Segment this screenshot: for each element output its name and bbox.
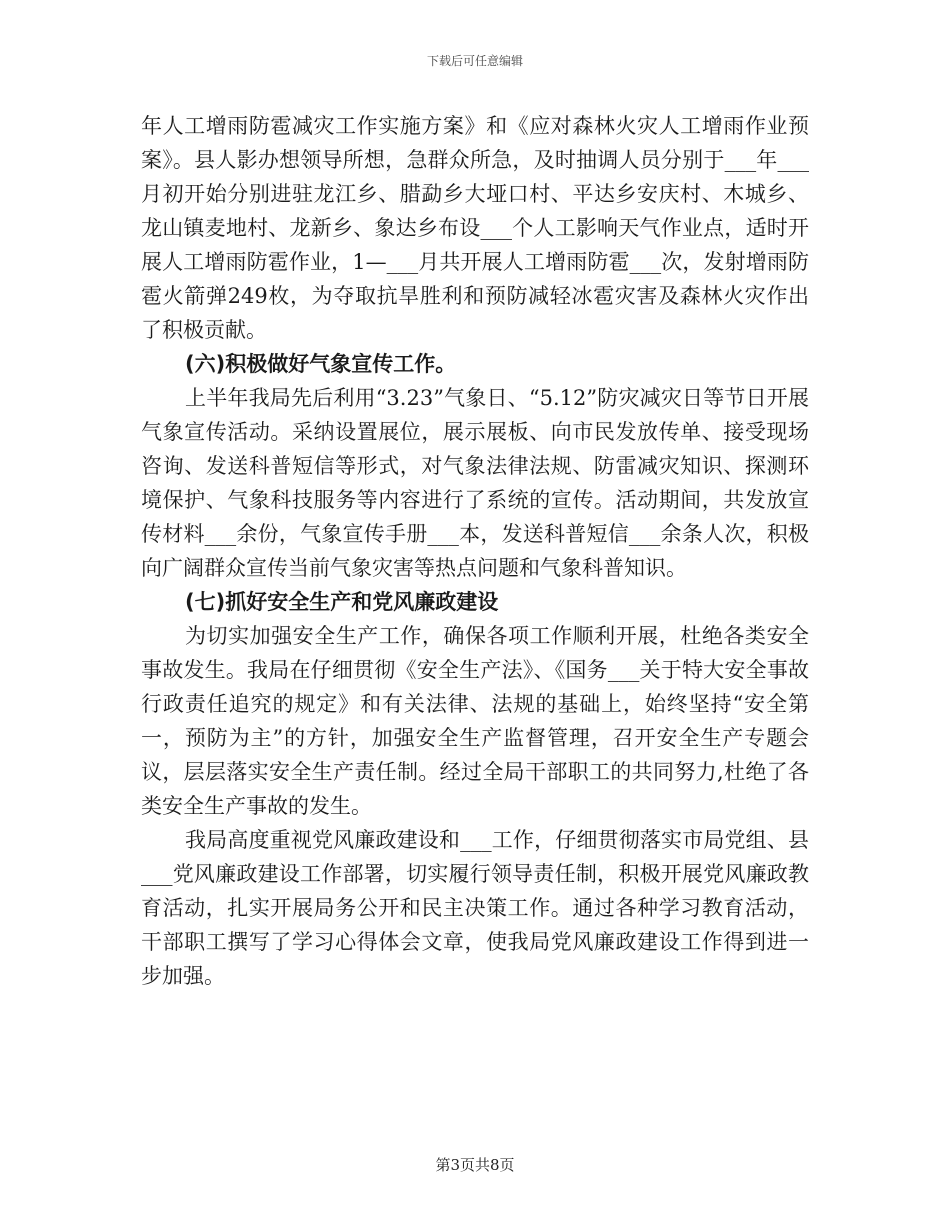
- page-number: 第3页共8页: [435, 1156, 515, 1174]
- paragraph-continued: 年人工增雨防雹减灾工作实施方案》和《应对森林火灾人工增雨作业预案》。县人影办想领导所想，急群众所急，及时抽调人员分别于___年___月初开始分别进驻龙江乡、腊勐乡大垭口村、平达乡安庆村、木城乡、龙山镇麦地村、龙新乡、象达乡布设___个人工影响天气作业点，适时开展人工增雨防雹作业，1—___月共开展人工增雨防雹___次，发射增雨防雹火箭弹249枚，为夺取抗旱胜利和预防减轻冰雹灾害及森林火灾作出了积极贡献。: [141, 114, 809, 342]
- paragraph-integrity: 我局高度重视党风廉政建设和___工作，仔细贯彻落实市局党组、县___党风廉政建设工作部署，切实履行领导责任制，积极开展党风廉政教育活动，扎实开展局务公开和民主决策工作。通过各种学习教育活动，干部职工撰写了学习心得体会文章，使我局党风廉政建设工作得到进一步加强。: [141, 828, 809, 988]
- section-heading-7: (七)抓好安全生产和党风廉政建设: [185, 590, 499, 614]
- document-body: [141, 109, 809, 993]
- paragraph-publicity: 上半年我局先后利用“3.23”气象日、“5.12”防灾减灾日等节日开展气象宣传活动。采纳设置展位，展示展板、向市民发放传单、接受现场咨询、发送科普短信等形式，对气象法律法规、防雷减灾知识、探测环境保护、气象科技服务等内容进行了系统的宣传。活动期间，共发放宣传材料___余份，气象宣传手册___本，发送科普短信___余条人次，积极向广阔群众宣传当前气象灾害等热点问题和气象科普知识。: [141, 386, 809, 580]
- section-heading-6: (六)积极做好气象宣传工作。: [185, 352, 457, 376]
- paragraph-safety: 为切实加强安全生产工作，确保各项工作顺利开展，杜绝各类安全事故发生。我局在仔细贯彻《安全生产法》、《国务___关于特大安全事故行政责任追究的规定》和有关法律、法规的基础上，始终坚持“安全第一，预防为主”的方针，加强安全生产监督管理，召开安全生产专题会议，层层落实安全生产责任制。经过全局干部职工的共同努力,杜绝了各类安全生产事故的发生。: [141, 624, 809, 818]
- page-header: 下载后可任意编辑: [426, 54, 523, 68]
